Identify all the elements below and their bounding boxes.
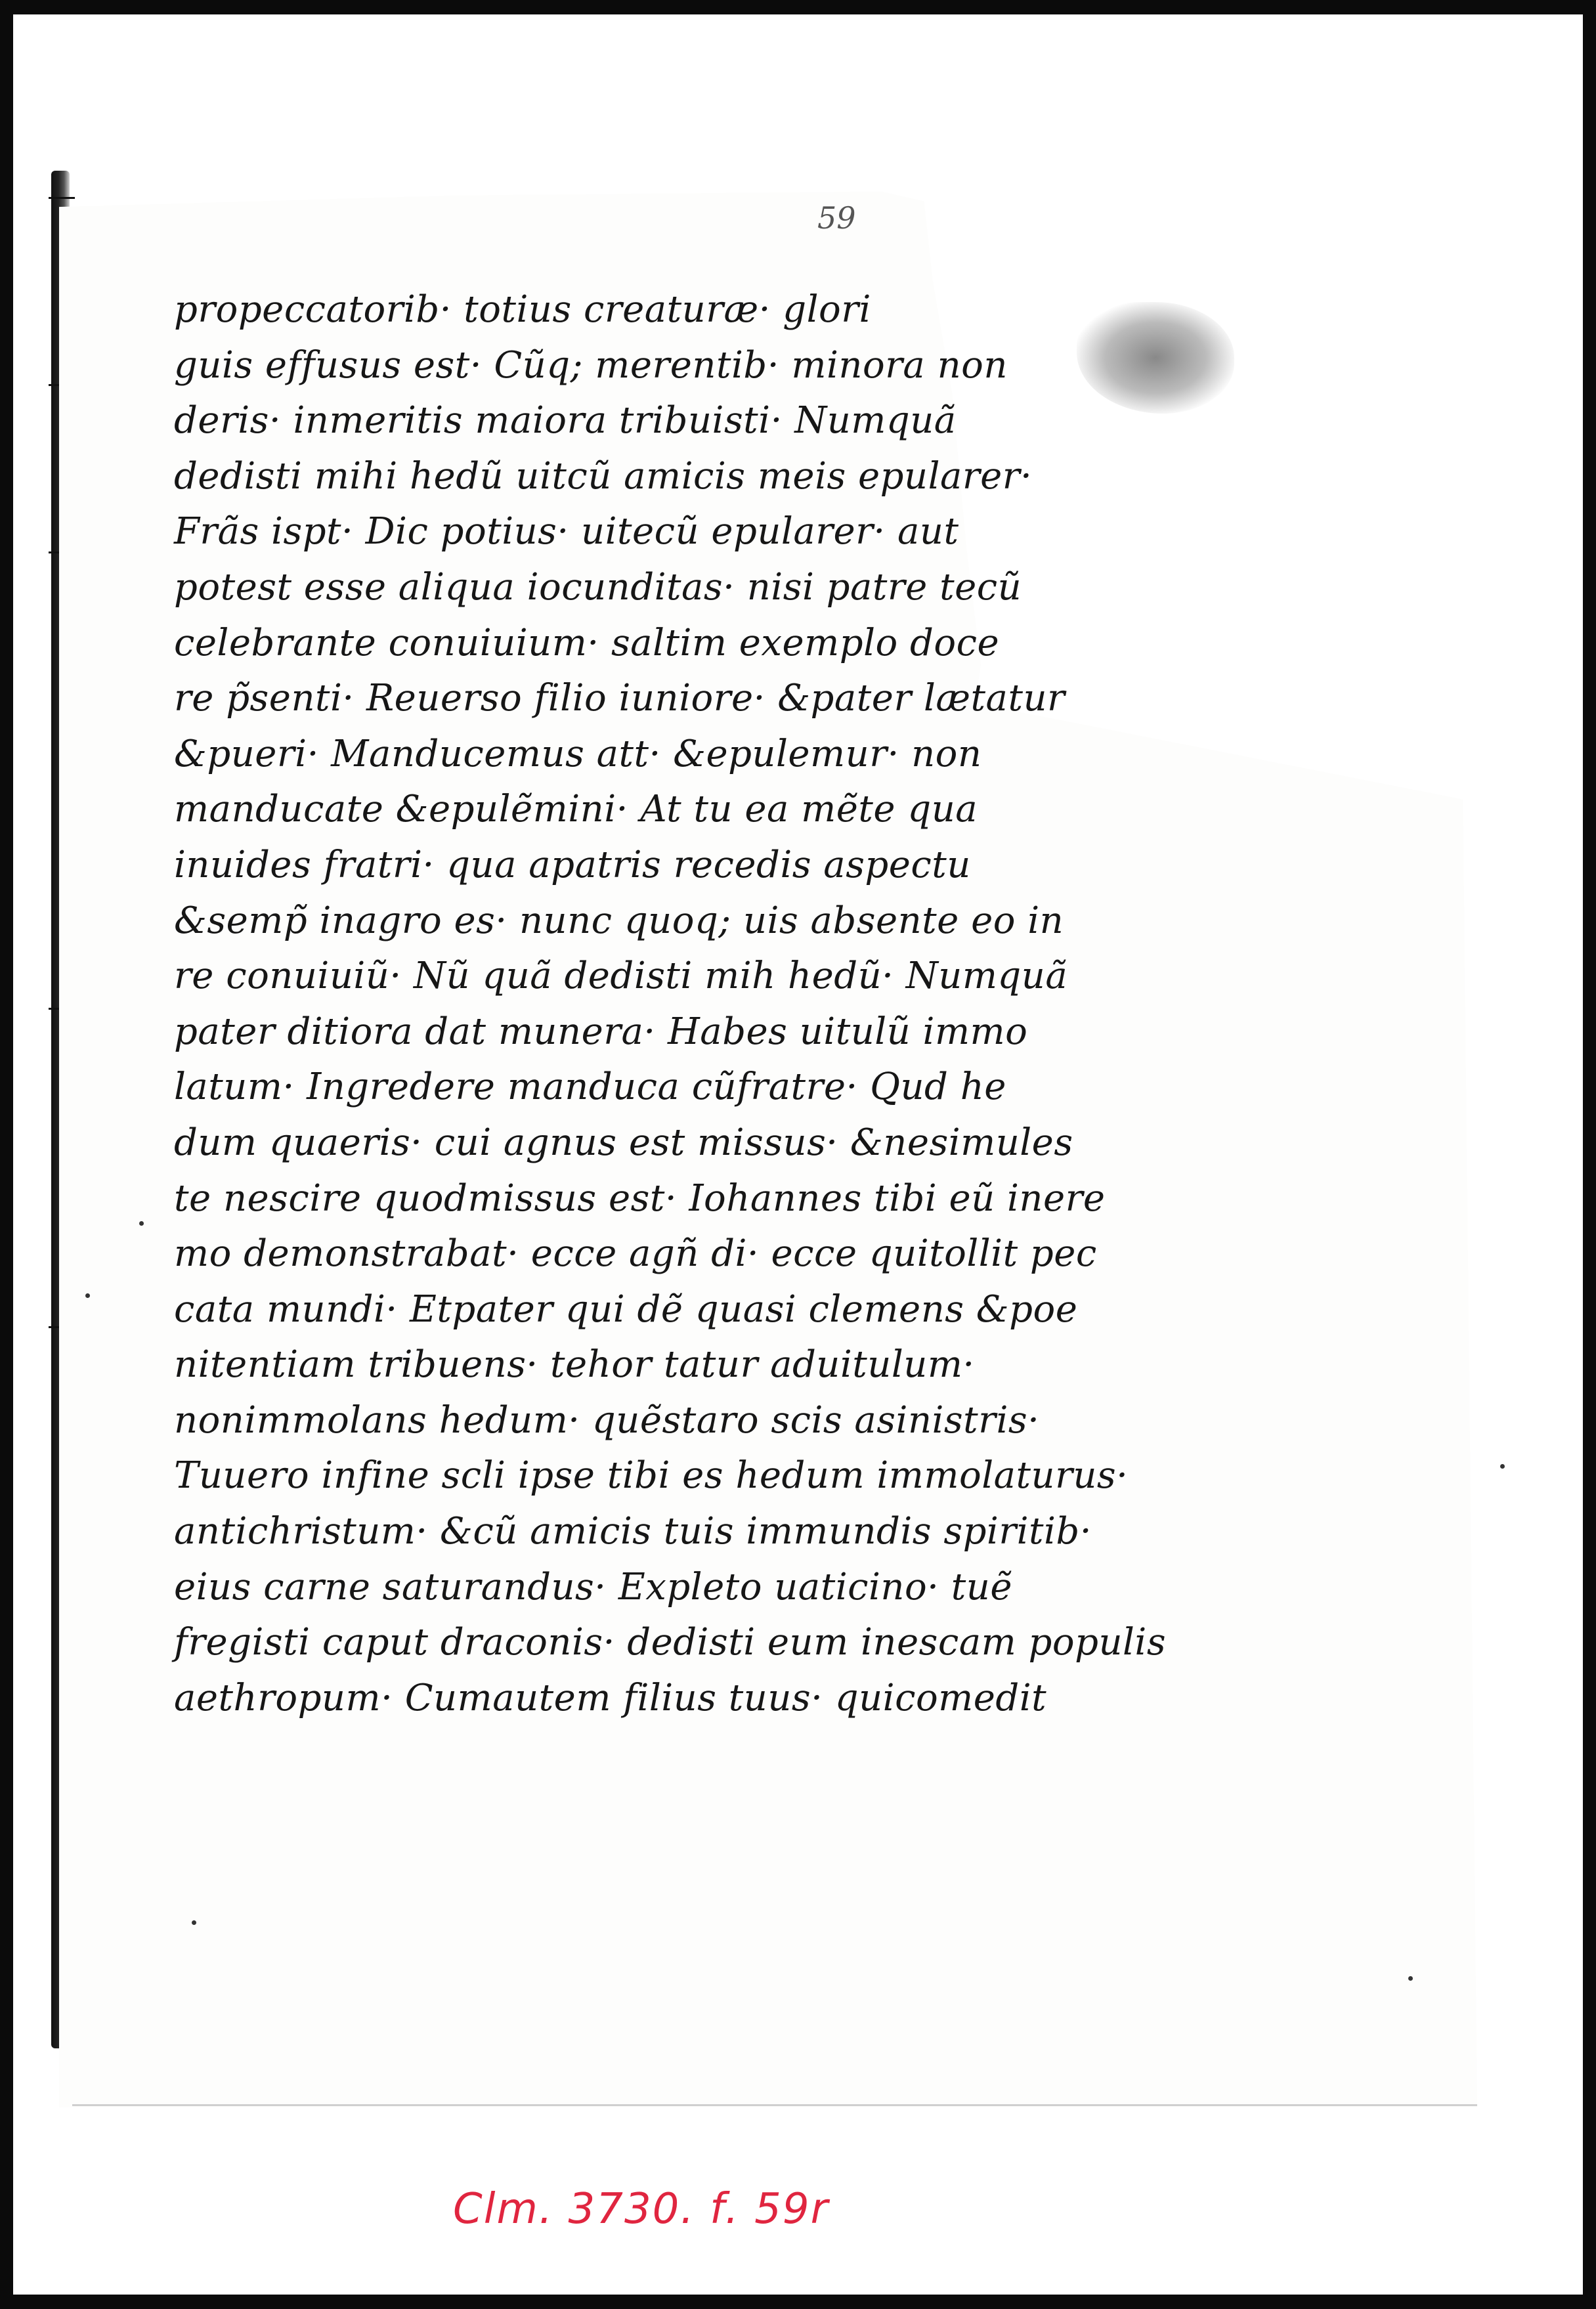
text-line: cata mundi· Etpater qui dẽ quasi clemens &poe xyxy=(174,1287,1078,1331)
text-line: nitentiam tribuens· tehor tatur aduitulum· xyxy=(174,1343,975,1387)
text-line: pater ditiora dat munera· Habes uitulũ immo xyxy=(174,1010,1028,1053)
ruling-tick xyxy=(49,197,75,199)
leaf-bottom-edge xyxy=(72,2104,1477,2106)
text-line: eius carne saturandus· Expleto uaticino· tuẽ xyxy=(174,1565,1012,1608)
text-line: antichristum· &cũ amicis tuis immundis spiritib· xyxy=(174,1510,1092,1553)
text-line: aethropum· Cumautem filius tuus· quicomedit xyxy=(174,1676,1047,1719)
speck xyxy=(139,1221,144,1226)
text-line: guis effusus est· Cũq; merentib· minora non xyxy=(174,343,1008,387)
text-line: re p̃senti· Reuerso filio iuniore· &pater lætatur xyxy=(174,677,1066,720)
text-line: Tuuero infine scli ipse tibi es hedum immolaturus· xyxy=(174,1454,1129,1498)
speck xyxy=(192,1920,196,1925)
text-line: manducate &epulẽmini· At tu ea mẽte qua xyxy=(174,788,978,831)
text-line: inuides fratri· qua apatris recedis aspectu xyxy=(174,843,971,886)
speck xyxy=(1500,1464,1505,1469)
text-line: celebrante conuiuium· saltim exemplo doce xyxy=(174,621,1000,664)
text-line: mo demonstrabat· ecce agñ di· ecce quitollit pec xyxy=(174,1232,1097,1276)
speck xyxy=(1408,1976,1413,1981)
text-line: &pueri· Manducemus att· &epulemur· non xyxy=(174,732,982,775)
text-line: te nescire quodmissus est· Iohannes tibi eũ inere xyxy=(174,1176,1106,1220)
text-line: nonimmolans hedum· quẽstaro scis asinistris· xyxy=(174,1398,1040,1442)
text-line: Frãs ispt· Dic potius· uitecũ epularer· aut xyxy=(174,510,959,553)
text-line: &semp̃ inagro es· nunc quoq; uis absente eo in xyxy=(174,899,1064,942)
text-line: re conuiuiũ· Nũ quã dedisti mih hedũ· Numquã xyxy=(174,955,1068,998)
manuscript-text xyxy=(174,282,1316,1726)
text-line: dum quaeris· cui agnus est missus· &nesimules xyxy=(174,1121,1073,1164)
text-line: fregisti caput draconis· dedisti eum inescam populis xyxy=(174,1621,1167,1664)
folio-number: 59 xyxy=(817,200,856,236)
text-line: dedisti mihi hedũ uitcũ amicis meis epularer· xyxy=(174,454,1033,498)
text-line: potest esse aliqua iocunditas· nisi patre tecũ xyxy=(174,565,1022,609)
shelfmark-annotation: Clm. 3730. f. 59r xyxy=(453,2185,829,2233)
text-line: propeccatorib· totius creaturæ· glori xyxy=(174,288,871,331)
text-line: latum· Ingredere manduca cũfratre· Qud he xyxy=(174,1066,1006,1109)
text-line: deris· inmeritis maiora tribuisti· Numquã xyxy=(174,399,957,442)
speck xyxy=(85,1293,90,1298)
